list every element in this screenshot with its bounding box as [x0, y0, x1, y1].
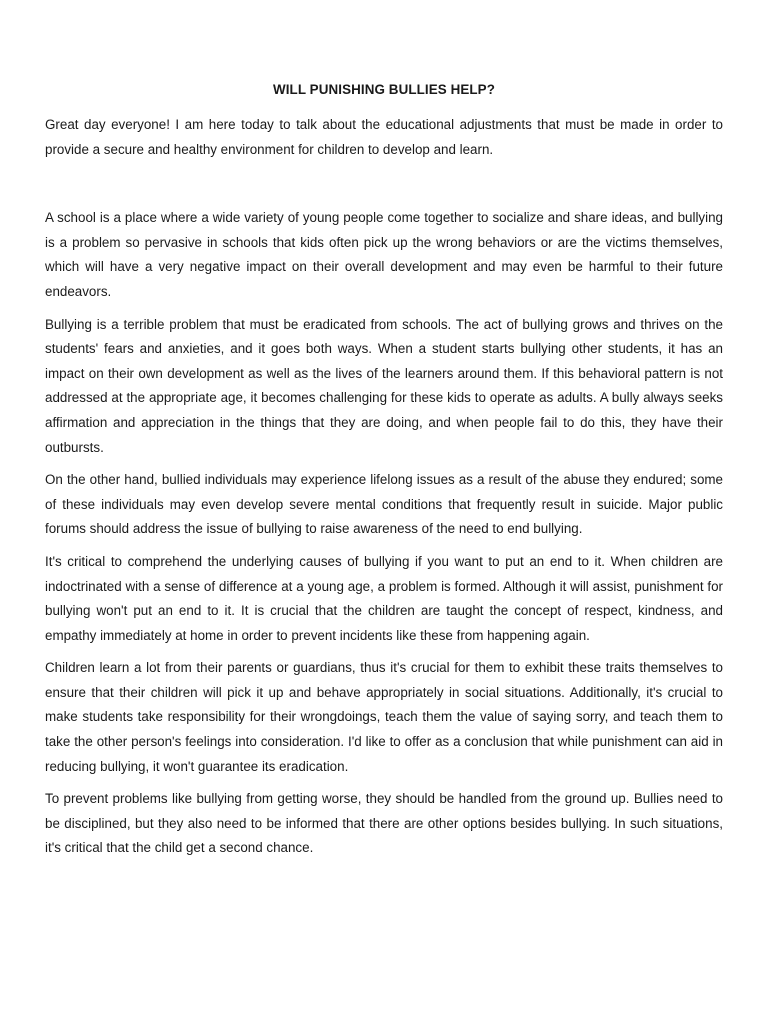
paragraph-underlying-causes: It's critical to comprehend the underlying causes of bullying if you want to put an end to it. When children are indoctrinated with a sense of difference at a young age, a problem is formed. Although it will assist, punishment for bullying won't put an end to it. It is crucial that the children are taught the concept of respect, kindness, and empathy immediately at home in order to prevent incidents like these from happening again.	[45, 553, 723, 643]
document-title: WILL PUNISHING BULLIES HELP?	[272, 82, 495, 97]
paragraph-prevention: To prevent problems like bullying from getting worse, they should be handled from the ground up. Bullies need to be disciplined, but they also need to be informed that there are other options besides bullying. In such situations, it's critical that the child get a second chance.	[45, 791, 723, 856]
paragraph-parents-guardians: Children learn a lot from their parents or guardians, thus it's crucial for them to exhibit these traits themselves to ensure that their children will pick it up and behave appropriately in social situations. Additionally, it's crucial to make students take responsibility for their wrongdoings, teach them the value of saying sorry, and teach them to take the other person's feelings into consideration. I'd like to offer as a conclusion that while punishment can aid in reducing bullying, it won't guarantee its eradication.	[45, 660, 723, 774]
paragraph-bullying-problem: Bullying is a terrible problem that must be eradicated from schools. The act of bullying grows and thrives on the students' fears and anxieties, and it goes both ways. When a student starts bullying other students, it has an impact on their own development as well as the lives of the learners around them. If this behavioral pattern is not addressed at the appropriate age, it becomes challenging for these kids to operate as adults. A bully always seeks affirmation and appreciation in the things that they are doing, and when people fail to do this, they have their outbursts.	[45, 316, 723, 455]
paragraph-school: A school is a place where a wide variety of young people come together to socialize and share ideas, and bullying is a problem so pervasive in schools that kids often pick up the wrong behaviors or are the victims themselves, which will have a very negative impact on their overall development and may even be harmful to their future endeavors.	[45, 210, 723, 299]
paragraph-intro: Great day everyone! I am here today to talk about the educational adjustments that must be made in order to provide a secure and healthy environment for children to develop and learn.	[45, 117, 723, 157]
paragraph-bullied-individuals: On the other hand, bullied individuals may experience lifelong issues as a result of the abuse they endured; some of these individuals may even develop severe mental conditions that frequently result in suicide. Major public forums should address the issue of bullying to raise awareness of the need to end bullying.	[45, 472, 723, 537]
